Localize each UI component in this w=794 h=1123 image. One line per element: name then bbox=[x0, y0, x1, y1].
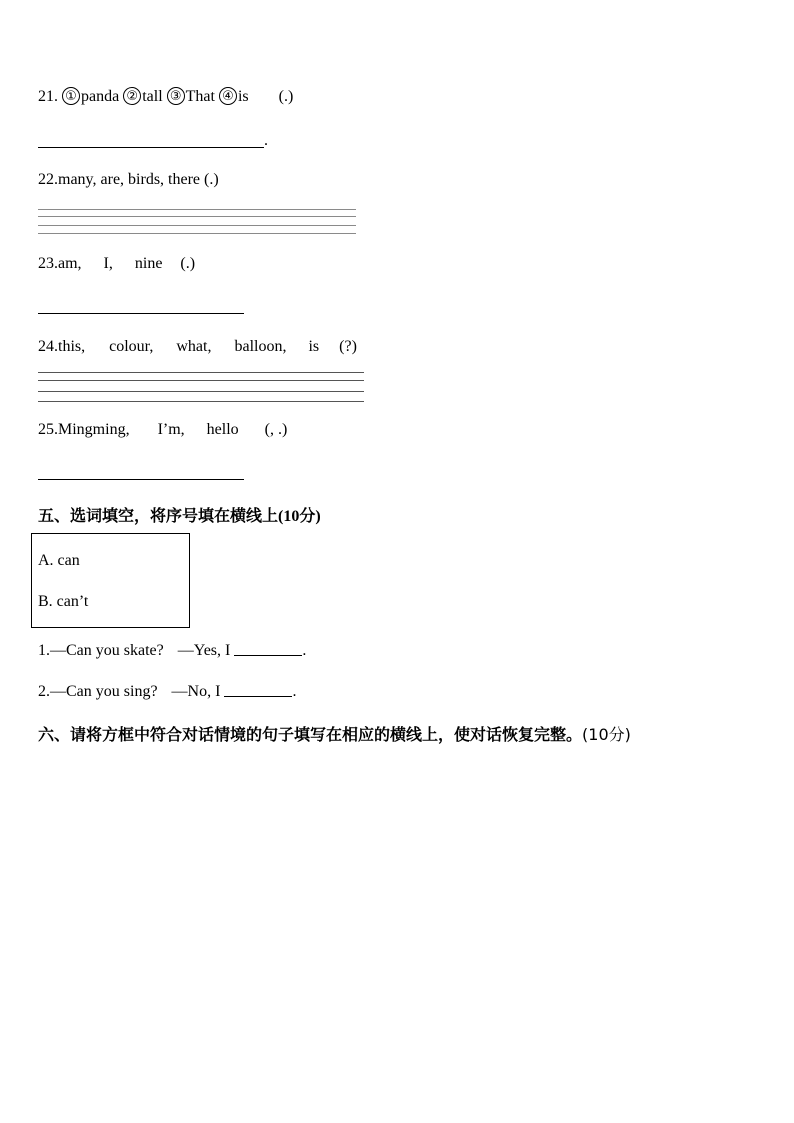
punctuation-hint: (.) bbox=[180, 255, 196, 272]
punctuation-hint: (?) bbox=[339, 338, 357, 355]
word-item: ② tall bbox=[123, 88, 162, 105]
section-5-heading bbox=[38, 503, 321, 526]
word-item: ① panda bbox=[62, 88, 119, 105]
circled-number: ② bbox=[123, 87, 141, 105]
fill-blank[interactable] bbox=[234, 641, 302, 656]
question-number: 21. bbox=[38, 88, 58, 105]
option-b: B. can’t bbox=[38, 593, 89, 610]
punctuation-hint: (.) bbox=[204, 171, 219, 188]
item-2: 2.—Can you sing? —No, I . bbox=[38, 683, 297, 700]
punctuation-hint: (, .) bbox=[264, 421, 288, 438]
circled-number: ③ bbox=[167, 87, 185, 105]
section-title: 五、选词填空，将序号填在横线上 bbox=[38, 506, 279, 525]
question-23: 23.am, I, nine (.) bbox=[38, 255, 196, 272]
answer-line[interactable] bbox=[38, 313, 244, 314]
section-points: (10分) bbox=[278, 508, 321, 525]
question-number: 25. bbox=[38, 421, 58, 438]
answer-line[interactable] bbox=[38, 147, 264, 148]
answer-period: . bbox=[264, 132, 268, 149]
options-box bbox=[31, 533, 190, 628]
circled-number: ① bbox=[62, 87, 80, 105]
question-24: 24.this, colour, what, balloon, is (?) bbox=[38, 338, 357, 355]
question-number: 23. bbox=[38, 255, 58, 272]
word-item: ③ That bbox=[167, 88, 215, 105]
word-item: ④ is bbox=[219, 88, 249, 105]
item-1: 1.—Can you skate? —Yes, I . bbox=[38, 642, 307, 659]
question-25: 25.Mingming, I’m, hello (, .) bbox=[38, 421, 288, 438]
punctuation-hint: (.) bbox=[278, 88, 294, 105]
question-number: 24. bbox=[38, 338, 58, 355]
question-22 bbox=[38, 171, 219, 189]
question-number: 22. bbox=[38, 171, 58, 188]
circled-number: ④ bbox=[219, 87, 237, 105]
question-words: many, are, birds, there bbox=[58, 171, 201, 188]
section-points: (10分) bbox=[582, 725, 631, 744]
answer-line[interactable] bbox=[38, 479, 244, 480]
option-a: A. can bbox=[38, 552, 80, 569]
fill-blank[interactable] bbox=[224, 682, 292, 697]
section-title: 六、请将方框中符合对话情境的句子填写在相应的横线上，使对话恢复完整。 bbox=[38, 725, 583, 744]
question-21 bbox=[38, 87, 293, 106]
section-6-heading bbox=[38, 722, 631, 745]
